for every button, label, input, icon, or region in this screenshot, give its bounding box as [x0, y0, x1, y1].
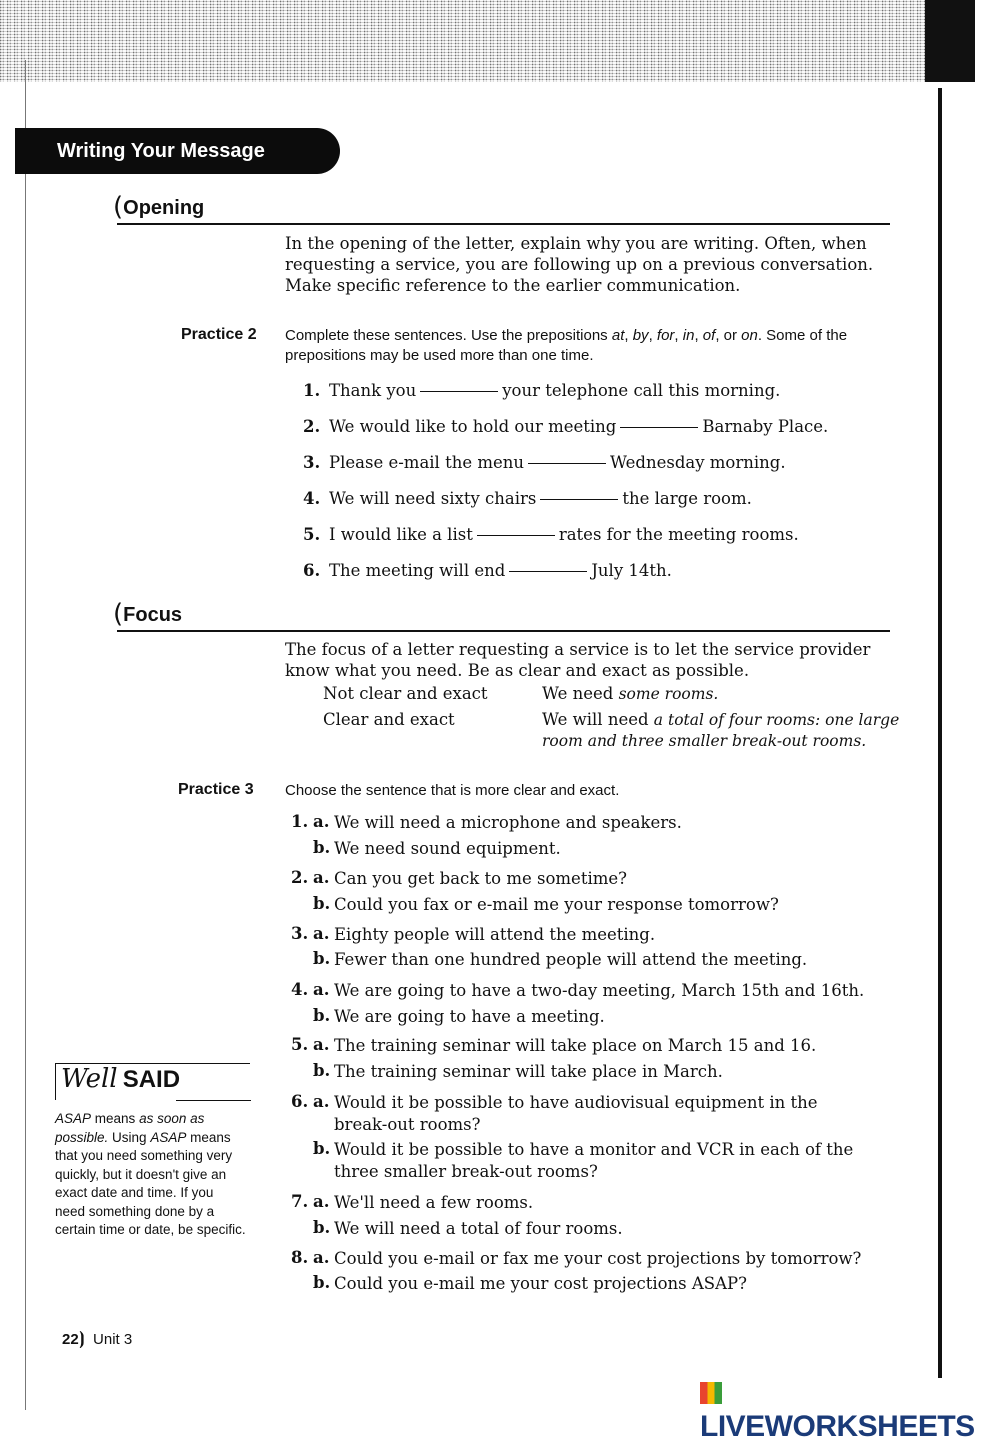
comparison-prefix: We will need: [542, 710, 649, 729]
option-a[interactable]: Eighty people will attend the meeting.: [334, 925, 656, 944]
item-number: 6.: [303, 561, 321, 580]
question-number: 8.: [291, 1248, 309, 1267]
comparison-label-1: Not clear and exact: [323, 684, 488, 703]
opening-heading: [113, 191, 204, 221]
item-text-before: Please e-mail the menu: [329, 453, 525, 472]
item-text-before: We will need sixty chairs: [329, 489, 537, 508]
item-text-after: Barnaby Place.: [702, 417, 829, 436]
item-number: 1.: [303, 381, 321, 400]
answer-blank[interactable]: [420, 391, 498, 392]
option-b[interactable]: The training seminar will take place in March.: [334, 1062, 723, 1081]
item-text-after: your telephone call this morning.: [502, 381, 781, 400]
well-said-box: [55, 1063, 250, 1240]
unit-label: Unit 3: [93, 1331, 133, 1348]
option-letter-b: b.: [313, 1218, 331, 1237]
practice3-instruction: Choose the sentence that is more clear and exact.: [285, 782, 620, 799]
question-number: 6.: [291, 1092, 309, 1111]
page-edge-line: [938, 88, 942, 1378]
scan-noise-overlay: [0, 0, 975, 82]
well-said-body: [55, 1110, 247, 1240]
option-b[interactable]: Could you e-mail me your cost projections ASAP?: [334, 1274, 747, 1293]
liveworksheets-logo: [700, 1376, 1000, 1444]
item-text-before: I would like a list: [329, 525, 473, 544]
ws-term: as soon as possible.: [55, 1111, 205, 1145]
comparison-example-2-cont: [542, 731, 866, 750]
practice2-item: [303, 489, 752, 508]
option-letter-a: a.: [313, 1248, 330, 1267]
option-letter-a: a.: [313, 1092, 330, 1111]
option-letter-b: b.: [313, 838, 331, 857]
option-a[interactable]: We will need a microphone and speakers.: [334, 813, 682, 832]
answer-blank[interactable]: [540, 499, 618, 500]
focus-rule: [117, 630, 890, 632]
option-letter-b: b.: [313, 1273, 331, 1292]
option-letter-a: a.: [313, 868, 330, 887]
item-text-after: Wednesday morning.: [610, 453, 786, 472]
option-letter-a: a.: [313, 812, 330, 831]
option-b[interactable]: Fewer than one hundred people will attend the meeting.: [334, 950, 808, 969]
answer-blank[interactable]: [620, 427, 698, 428]
item-number: 4.: [303, 489, 321, 508]
well-said-title: [55, 1063, 250, 1100]
comparison-prefix: We need: [542, 684, 614, 703]
item-text-after: July 14th.: [591, 561, 672, 580]
logo-text: LIVEWORKSHEETS: [700, 1410, 975, 1443]
focus-paragraph: The focus of a letter requesting a service is to let the service provider know what you need. Be as clear and exact as possible.: [285, 640, 871, 680]
ws-term: ASAP: [55, 1111, 92, 1126]
ws-text: means that you need something very quickly, but it doesn't give an exact date and time. If you need something done by a certain time or date, be specific.: [55, 1129, 246, 1237]
question-number: 7.: [291, 1192, 309, 1211]
opening-title: Opening: [123, 197, 205, 219]
item-text-before: We would like to hold our meeting: [329, 417, 617, 436]
question-number: 5.: [291, 1035, 309, 1054]
well-said-word: Well: [61, 1064, 118, 1094]
option-letter-b: b.: [313, 1006, 331, 1025]
ws-text: Using: [108, 1129, 151, 1145]
bracket-icon: (: [113, 192, 124, 222]
ws-text: means: [91, 1111, 140, 1126]
item-text-before: The meeting will end: [329, 561, 506, 580]
practice2-item: [303, 561, 672, 580]
scan-dark-corner: [925, 0, 975, 82]
logo-icon: [700, 1382, 722, 1404]
focus-heading: [113, 598, 182, 628]
practice2-item: [303, 453, 786, 472]
comparison-italic: room and three smaller break-out rooms.: [542, 732, 867, 750]
option-b[interactable]: We will need a total of four rooms.: [334, 1219, 623, 1238]
item-text-after: the large room.: [622, 489, 752, 508]
practice2-item: [303, 525, 799, 544]
item-text-after: rates for the meeting rooms.: [558, 525, 799, 544]
page-number: 22: [62, 1331, 79, 1348]
comparison-example-1: [542, 684, 718, 703]
item-number: 3.: [303, 453, 321, 472]
practice2-item: [303, 417, 828, 436]
focus-title: Focus: [123, 604, 183, 626]
option-letter-b: b.: [313, 1139, 331, 1158]
option-b[interactable]: Could you fax or e-mail me your response tomorrow?: [334, 895, 779, 914]
option-b[interactable]: We are going to have a meeting.: [334, 1007, 605, 1026]
option-letter-a: a.: [313, 1035, 330, 1054]
option-a[interactable]: Could you e-mail or fax me your cost projections by tomorrow?: [334, 1249, 862, 1268]
option-letter-a: a.: [313, 980, 330, 999]
comparison-label-2: Clear and exact: [323, 710, 455, 729]
item-number: 5.: [303, 525, 321, 544]
opening-paragraph: In the opening of the letter, explain why you are writing. Often, when requesting a service, you are following up on a previous conversation. Make specific reference to the earlier communication.: [285, 234, 874, 295]
item-number: 2.: [303, 417, 321, 436]
comparison-example-2: [542, 710, 899, 729]
page-curve-icon: ⦘: [78, 1328, 85, 1348]
comparison-italic: a total of four rooms: one large: [653, 711, 900, 729]
practice2-label: Practice 2: [181, 326, 257, 343]
section-banner: Writing Your Message: [15, 128, 340, 174]
item-text-before: Thank you: [329, 381, 417, 400]
option-letter-b: b.: [313, 894, 331, 913]
well-said-rule: [176, 1100, 251, 1101]
option-a[interactable]: We'll need a few rooms.: [334, 1193, 534, 1212]
option-b[interactable]: We need sound equipment.: [334, 839, 561, 858]
answer-blank[interactable]: [477, 535, 555, 536]
option-a[interactable]: Can you get back to me sometime?: [334, 869, 627, 888]
comparison-italic: some rooms.: [618, 685, 719, 703]
opening-rule: [117, 223, 890, 225]
said-word: SAID: [122, 1066, 181, 1093]
option-a[interactable]: The training seminar will take place on March 15 and 16.: [334, 1036, 817, 1055]
option-a[interactable]: Would it be possible to have audiovisual equipment in the break-out rooms?: [334, 1093, 818, 1134]
practice3-label: Practice 3: [178, 781, 254, 798]
practice2-instruction: Complete these sentences. Use the prepositions at, by, for, in, of, or on. Some of the prepositions may be used more than one time.: [285, 327, 848, 364]
option-letter-a: a.: [313, 924, 330, 943]
bracket-icon: (: [113, 599, 124, 629]
question-number: 2.: [291, 868, 309, 887]
option-letter-b: b.: [313, 1061, 331, 1080]
practice2-item: [303, 381, 780, 400]
page-margin-line: [25, 60, 26, 1410]
answer-blank[interactable]: [509, 571, 587, 572]
page-footer: [62, 1328, 132, 1349]
ws-term: ASAP: [150, 1129, 187, 1145]
question-number: 4.: [291, 980, 309, 999]
question-number: 1.: [291, 812, 309, 831]
option-letter-b: b.: [313, 949, 331, 968]
option-b[interactable]: Would it be possible to have a monitor and VCR in each of the three smaller break-out rooms?: [334, 1140, 854, 1181]
question-number: 3.: [291, 924, 309, 943]
answer-blank[interactable]: [528, 463, 606, 464]
option-a[interactable]: We are going to have a two-day meeting, March 15th and 16th.: [334, 981, 865, 1000]
option-letter-a: a.: [313, 1192, 330, 1211]
